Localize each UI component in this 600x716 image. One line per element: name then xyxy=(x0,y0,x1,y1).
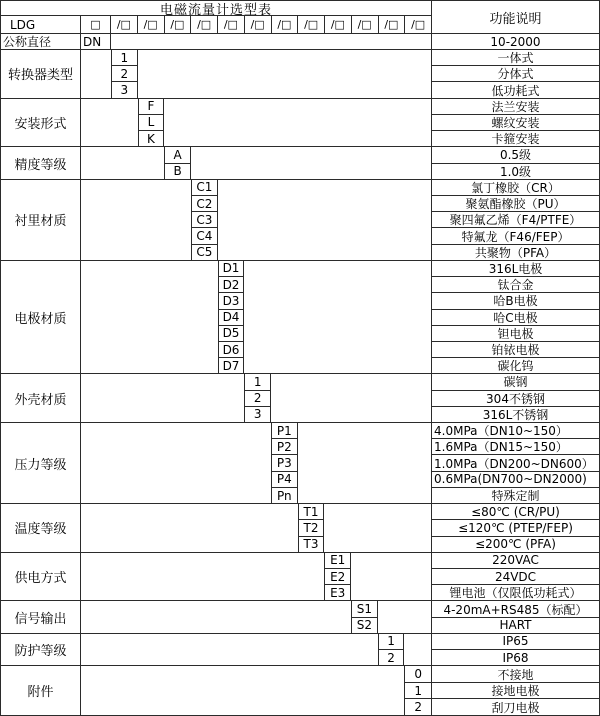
option-code: D5 xyxy=(219,326,244,342)
option-function: 碳钢 xyxy=(432,374,599,390)
function-column xyxy=(431,504,599,552)
code-column xyxy=(298,504,325,552)
model-code-box: □ xyxy=(81,16,111,33)
code-column xyxy=(244,374,271,422)
group-label: 压力等级 xyxy=(1,423,81,503)
option-function: IP65 xyxy=(432,634,599,650)
ldg-slot-box: /□ xyxy=(352,16,379,33)
ldg-slot-box: /□ xyxy=(411,18,426,31)
function-column xyxy=(431,180,599,260)
option-code: E3 xyxy=(330,585,346,600)
function-column xyxy=(431,99,599,147)
option-code: D2 xyxy=(219,277,244,293)
spec-group xyxy=(1,261,599,375)
option-function: 共聚物（PFA） xyxy=(474,245,557,260)
option-code: C4 xyxy=(192,228,217,244)
option-code: 1 xyxy=(112,50,137,66)
option-code: C3 xyxy=(192,212,217,228)
option-code: T3 xyxy=(303,537,319,552)
group-label: 精度等级 xyxy=(1,147,81,178)
ldg-slot-box: /□ xyxy=(218,16,245,33)
header-left xyxy=(1,1,431,33)
function-column xyxy=(431,147,599,178)
group-spacer-left xyxy=(81,634,378,665)
group-spacer-right xyxy=(404,634,431,665)
code-column xyxy=(404,666,431,715)
option-function: 锂电池（仅限低功耗式） xyxy=(449,586,582,601)
option-code: 3 xyxy=(120,83,129,98)
option-function: 氯丁橡胶（CR） xyxy=(432,180,599,196)
option-function: 螺纹安装 xyxy=(432,115,599,131)
option-code: C5 xyxy=(196,245,213,260)
option-function: IP68 xyxy=(502,650,529,665)
group-label: 转换器类型 xyxy=(1,50,81,98)
group-label: 防护等级 xyxy=(1,634,81,665)
diameter-code: DN xyxy=(81,34,111,49)
group-label: 安装形式 xyxy=(1,99,81,147)
option-code: A xyxy=(165,147,190,163)
option-function: 1.0级 xyxy=(499,164,532,179)
group-label: 信号输出 xyxy=(1,601,81,632)
group-spacer-right xyxy=(351,553,431,601)
option-function: ≤120℃ (PTEP/FEP) xyxy=(432,520,599,536)
option-code: 2 xyxy=(414,700,422,715)
code-column xyxy=(111,50,138,98)
ldg-row xyxy=(1,16,431,33)
option-code: C1 xyxy=(192,180,217,196)
option-function: 316L电极 xyxy=(432,261,599,277)
group-spacer-left xyxy=(81,261,218,374)
option-function: 聚氨酯橡胶（PU） xyxy=(432,196,599,212)
option-function: 304不锈钢 xyxy=(432,391,599,407)
function-column xyxy=(431,50,599,98)
spec-group xyxy=(1,374,599,423)
spec-group xyxy=(1,601,599,633)
group-spacer-left xyxy=(81,666,404,715)
option-function: 铂铱电极 xyxy=(432,342,599,358)
table-title: 电磁流量计选型表 xyxy=(1,1,431,16)
code-column xyxy=(191,180,218,260)
option-code: C2 xyxy=(192,196,217,212)
ldg-slot-box: /□ xyxy=(272,16,299,33)
function-column xyxy=(431,601,599,632)
group-spacer-right xyxy=(138,50,431,98)
ldg-slot-box: /□ xyxy=(191,16,218,33)
group-spacer-left xyxy=(81,147,164,178)
diameter-row xyxy=(1,34,599,50)
option-function: 0.5级 xyxy=(432,147,599,163)
function-column xyxy=(431,423,599,503)
spec-group xyxy=(1,553,599,602)
group-spacer-right xyxy=(218,180,431,260)
group-label: 电极材质 xyxy=(1,261,81,374)
group-label: 外壳材质 xyxy=(1,374,81,422)
group-spacer-left xyxy=(81,423,271,503)
option-code: P3 xyxy=(272,455,297,471)
code-column xyxy=(324,553,351,601)
function-column xyxy=(431,634,599,665)
function-column xyxy=(431,261,599,374)
option-function: 1.6MPa（DN15~150） xyxy=(432,439,599,455)
option-code: S1 xyxy=(352,601,377,617)
ldg-slot-box: /□ xyxy=(379,16,406,33)
code-column xyxy=(138,99,165,147)
group-label: 衬里材质 xyxy=(1,180,81,260)
option-code: 0 xyxy=(405,666,431,683)
option-code: P1 xyxy=(272,423,297,439)
option-function: 4.0MPa（DN10~150） xyxy=(432,423,599,439)
option-code: D3 xyxy=(219,293,244,309)
option-code: D6 xyxy=(219,342,244,358)
option-function: 卡箍安装 xyxy=(491,132,540,147)
function-column xyxy=(431,553,599,601)
option-code: F xyxy=(139,99,164,115)
option-code: 2 xyxy=(387,650,395,665)
option-code: E1 xyxy=(325,553,350,569)
code-column xyxy=(164,147,191,178)
option-code: 2 xyxy=(112,66,137,82)
function-column xyxy=(431,666,599,715)
ldg-slot-box: /□ xyxy=(111,16,138,33)
option-function: 4-20mA+RS485（标配） xyxy=(432,601,599,617)
option-code: K xyxy=(147,131,155,146)
spec-group xyxy=(1,147,599,179)
spec-group xyxy=(1,50,599,99)
spec-group xyxy=(1,180,599,261)
option-code: S2 xyxy=(356,618,372,633)
option-function: 法兰安装 xyxy=(432,99,599,115)
groups xyxy=(1,50,599,715)
option-code: 3 xyxy=(253,407,262,422)
code-column xyxy=(218,261,245,374)
option-function: 24VDC xyxy=(432,569,599,585)
option-function: 220VAC xyxy=(432,553,599,569)
option-function: 碳化钨 xyxy=(497,359,534,374)
ldg-slot-box: /□ xyxy=(165,16,192,33)
option-code: P4 xyxy=(272,472,297,488)
option-code: 1 xyxy=(245,374,270,390)
code-column xyxy=(378,634,405,665)
group-spacer-left xyxy=(81,504,298,552)
group-label: 供电方式 xyxy=(1,553,81,601)
option-code: 1 xyxy=(405,683,431,700)
group-spacer-right xyxy=(164,99,431,147)
option-function: 316L不锈钢 xyxy=(482,407,549,422)
option-function: 聚四氟乙烯（F4/PTFE） xyxy=(432,212,599,228)
option-function: 哈B电极 xyxy=(432,293,599,309)
ldg-slot-box: /□ xyxy=(245,16,272,33)
option-code: D1 xyxy=(219,261,244,277)
group-spacer-left xyxy=(81,601,351,632)
option-code: P2 xyxy=(272,439,297,455)
option-function: 特殊定制 xyxy=(491,489,540,504)
option-code: D7 xyxy=(222,358,240,373)
ldg-slot-box: /□ xyxy=(298,16,325,33)
diameter-spacer xyxy=(111,34,431,49)
diameter-label: 公称直径 xyxy=(1,34,81,49)
option-function: 刮刀电极 xyxy=(491,700,540,715)
table-header xyxy=(1,1,599,34)
option-code: 1 xyxy=(379,634,404,650)
option-function: HART xyxy=(499,618,532,633)
option-function: 0.6MPa(DN700~DN2000) xyxy=(432,472,599,488)
group-spacer-right xyxy=(324,504,431,552)
group-spacer-left xyxy=(81,374,244,422)
group-spacer-left xyxy=(81,99,138,147)
option-code: D4 xyxy=(219,310,244,326)
option-code: T1 xyxy=(299,504,324,520)
group-spacer-left xyxy=(81,553,324,601)
code-column xyxy=(351,601,378,632)
option-function: ≤80℃ (CR/PU) xyxy=(432,504,599,520)
group-spacer-right xyxy=(378,601,431,632)
option-function: 特氟龙（F46/FEP） xyxy=(432,228,599,244)
spec-group xyxy=(1,504,599,553)
spec-group xyxy=(1,99,599,148)
option-code: T2 xyxy=(299,520,324,536)
group-spacer-left xyxy=(81,50,111,98)
option-function: 不接地 xyxy=(432,666,599,683)
option-function: 接地电极 xyxy=(432,683,599,700)
code-column xyxy=(271,423,298,503)
spec-group xyxy=(1,634,599,666)
group-label: 附件 xyxy=(1,666,81,715)
option-code: B xyxy=(173,164,182,179)
group-spacer-right xyxy=(191,147,431,178)
option-function: ≤200℃ (PFA) xyxy=(475,537,556,552)
group-label: 温度等级 xyxy=(1,504,81,552)
option-function: 一体式 xyxy=(432,50,599,66)
group-spacer-right xyxy=(271,374,431,422)
option-function: 低功耗式 xyxy=(491,83,540,98)
option-code: 2 xyxy=(245,391,270,407)
option-function: 钽电极 xyxy=(432,326,599,342)
group-spacer-right xyxy=(244,261,431,374)
option-function: 1.0MPa（DN200~DN600） xyxy=(432,455,599,471)
group-spacer-left xyxy=(81,180,191,260)
ldg-slot-box: /□ xyxy=(325,16,352,33)
group-spacer-right xyxy=(298,423,431,503)
option-code: L xyxy=(139,115,164,131)
model-prefix-label: LDG xyxy=(1,16,81,33)
option-function: 钛合金 xyxy=(432,277,599,293)
option-code: Pn xyxy=(277,488,292,503)
option-function: 哈C电极 xyxy=(432,310,599,326)
option-function: 分体式 xyxy=(432,66,599,82)
diameter-function: 10-2000 xyxy=(431,34,599,49)
option-code: E2 xyxy=(325,569,350,585)
function-column xyxy=(431,374,599,422)
spec-group xyxy=(1,423,599,504)
spec-group xyxy=(1,666,599,715)
ldg-slot-box: /□ xyxy=(138,16,165,33)
function-column-header: 功能说明 xyxy=(431,1,599,33)
